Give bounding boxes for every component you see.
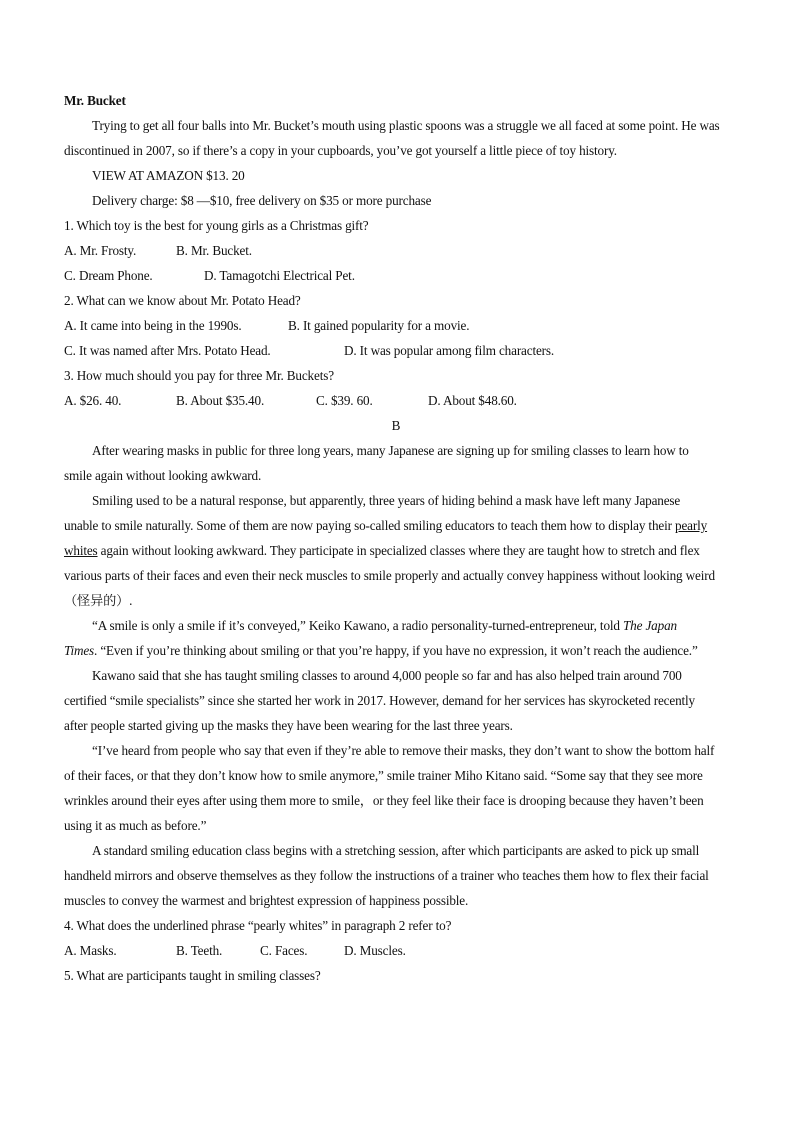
question-stem: 5. What are participants taught in smiling classes? [64, 968, 321, 983]
question-stem: 2. What can we know about Mr. Potato Head? [64, 293, 301, 308]
option: B. Mr. Bucket. [176, 243, 252, 258]
option: D. It was popular among film characters. [344, 343, 555, 358]
option: B. It gained popularity for a movie. [288, 318, 470, 333]
question-stem: 3. How much should you pay for three Mr. Buckets? [64, 368, 334, 383]
paragraph: After wearing masks in public for three long years, many Japanese are signing up for smiling classes to learn how to smile again without looking awkward. [64, 443, 689, 483]
section-label: B [391, 418, 401, 433]
option: C. It was named after Mrs. Potato Head. [64, 343, 271, 358]
product-title: Mr. Bucket [64, 93, 126, 108]
product-description: Trying to get all four balls into Mr. Bucket’s mouth using plastic spoons was a struggle we all faced at some point. He was discontinued in 2007, so if there’s a copy in your cupboards, you’ve got yourself a little piece of toy history. [64, 118, 720, 158]
option: D. About $48.60. [428, 393, 517, 408]
paragraph-text: “A smile is only a smile if it’s conveyed,” Keiko Kawano, a radio personality-turned-entrepreneur, told [92, 618, 623, 633]
question-stem: 4. What does the underlined phrase “pearly whites” in paragraph 2 refer to? [64, 918, 452, 933]
option: A. It came into being in the 1990s. [64, 318, 242, 333]
paragraph [64, 488, 716, 613]
option: B. About $35.40. [176, 393, 265, 408]
paragraph-text: Smiling used to be a natural response, but apparently, three years of hiding behind a mask have left many Japanese unable to smile naturally. Some of them are now paying so-called smiling educators to teach them how to display their [64, 493, 681, 533]
option: D. Muscles. [344, 943, 406, 958]
question-stem: 1. Which toy is the best for young girls as a Christmas gift? [64, 218, 369, 233]
document-page [64, 88, 728, 988]
paragraph [64, 613, 704, 663]
option: A. Mr. Frosty. [64, 243, 137, 258]
paragraph: Kawano said that she has taught smiling classes to around 4,000 people so far and has also helped train around 700 certified “smile specialists” since she started her work in 2017. However, demand for her services has skyrocketed recently after people started giving up the masks they have been wearing for the last three years. [64, 668, 696, 733]
paragraph-text: again without looking awkward. They participate in specialized classes where they are taught how to stretch and flex various parts of their faces and even their neck muscles to smile properly and actually convey happiness without looking weird（怪异的）. [64, 543, 715, 608]
option: C. Dream Phone. [64, 268, 153, 283]
options-row [64, 263, 728, 288]
price-line: VIEW AT AMAZON $13. 20 [92, 168, 245, 183]
option: C. Faces. [260, 943, 308, 958]
paragraph: A standard smiling education class begins with a stretching session, after which participants are asked to pick up small handheld mirrors and observe themselves as they follow the instructions of a trainer who teaches them how to flex their facial muscles to convey the warmest and brightest expression of happiness possible. [64, 843, 709, 908]
option: D. Tamagotchi Electrical Pet. [204, 268, 355, 283]
delivery-line: Delivery charge: $8 —$10, free delivery on $35 or more purchase [92, 193, 432, 208]
paragraph: “I’ve heard from people who say that even if they’re able to remove their masks, they don’t want to show the bottom half of their faces, or that they don’t know how to smile anymore,” smile trainer Miho Kitano said. “Some say that they see more wrinkles around their eyes after using them more to smile，or they feel like their face is drooping because they haven’t been using it as much as before.” [64, 743, 715, 833]
options-row [64, 338, 728, 363]
options-row [64, 388, 728, 413]
option: A. $26. 40. [64, 393, 122, 408]
publication-name: The Japan Times [64, 618, 677, 658]
option: B. Teeth. [176, 943, 223, 958]
paragraph-text: . “Even if you’re thinking about smiling or that you’re happy, if you have no expression, it won’t reach the audience.” [94, 643, 698, 658]
options-row [64, 238, 728, 263]
options-row [64, 938, 728, 963]
option: A. Masks. [64, 943, 117, 958]
options-row [64, 313, 728, 338]
option: C. $39. 60. [316, 393, 373, 408]
underlined-phrase: pearly whites [64, 518, 708, 558]
